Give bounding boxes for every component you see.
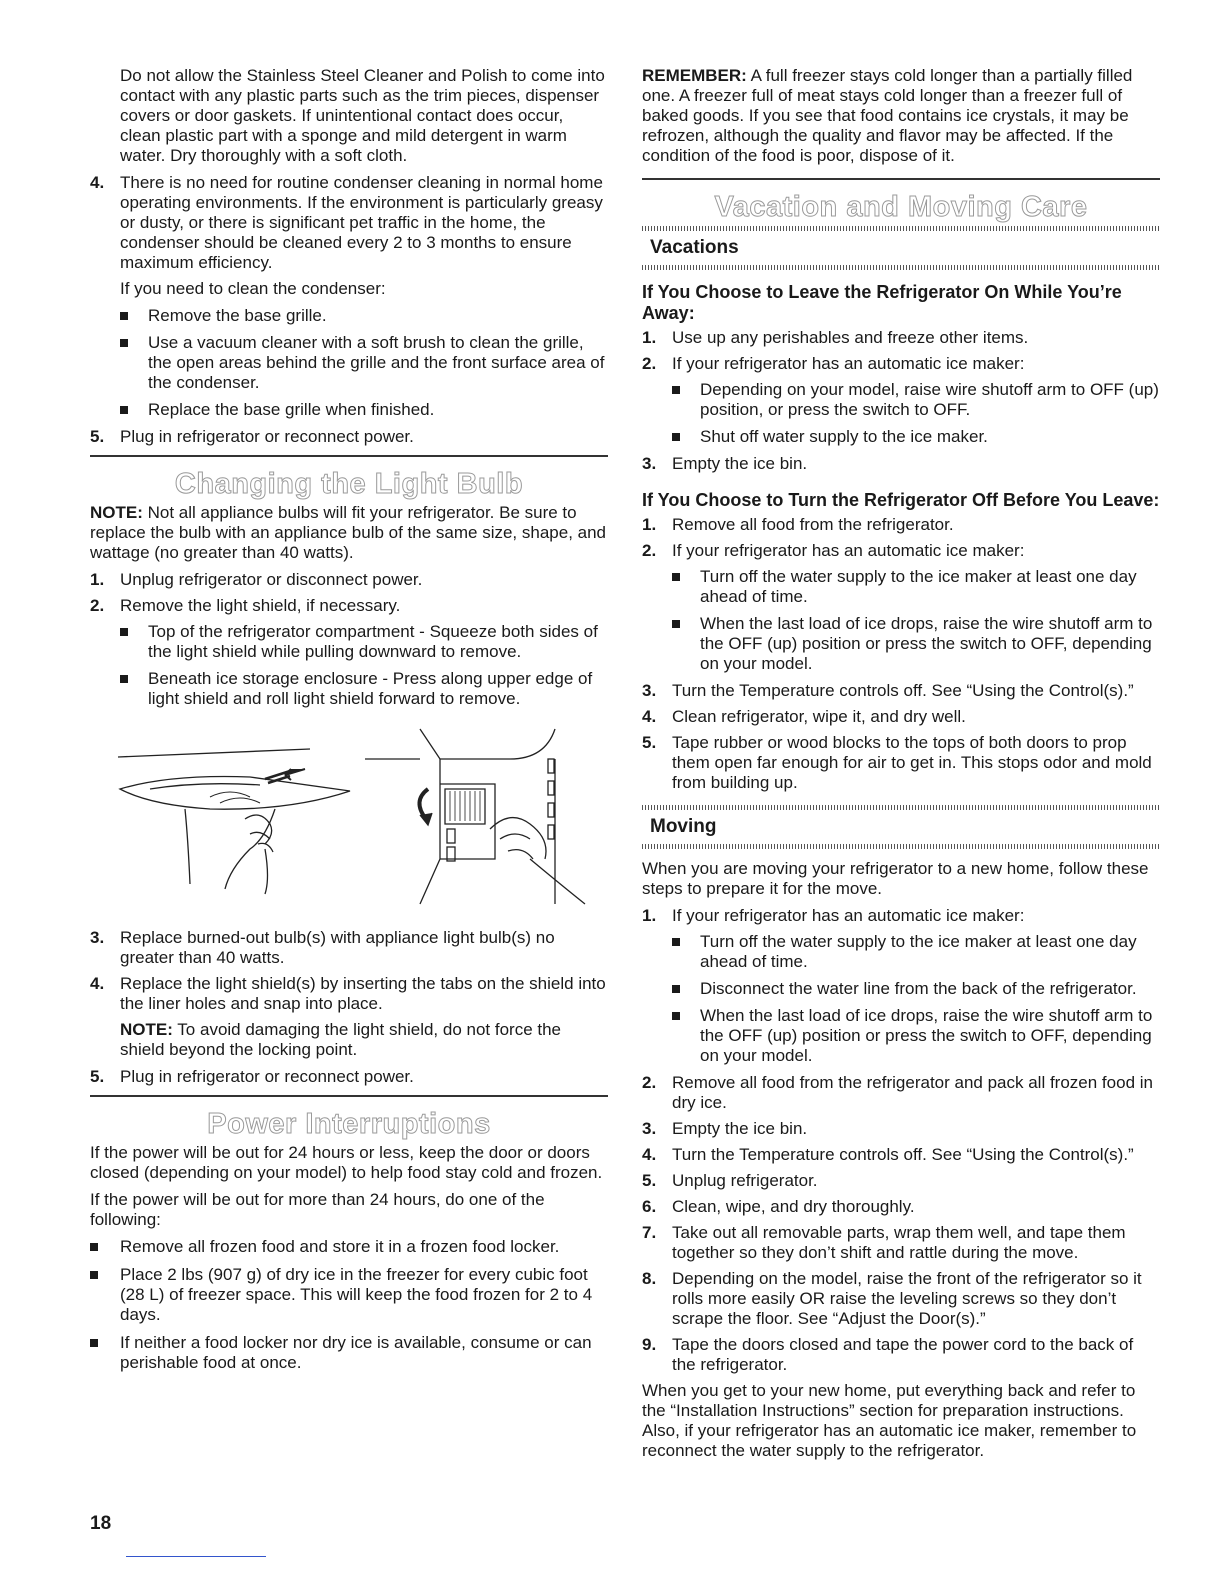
list-item [90,306,608,326]
step-number: 9. [642,1335,657,1354]
step-text: If your refrigerator has an automatic ice maker: [672,354,1025,373]
list-item [90,669,608,709]
step-text: Clean refrigerator, wipe it, and dry well. [672,707,966,726]
step-number: 2. [642,354,657,373]
list-item [642,681,1160,701]
subsection-title-vacations: Vacations [650,237,739,258]
list-item [642,567,1160,607]
list-item [90,1067,608,1087]
bullet-text: Place 2 lbs (907 g) of dry ice in the freezer for every cubic foot (28 L) of freezer space. This will keep the food frozen for 2 to 4 days. [120,1265,593,1324]
bullet-text: When the last load of ice drops, raise the wire shutoff arm to the OFF (up) position or press the switch to OFF, depending on your model. [700,1006,1153,1065]
step-number: 5. [642,1171,657,1190]
step-text: There is no need for routine condenser cleaning in normal home operating environments. If the environment is particularly greasy or dusty, or there is significant pet traffic in the home, the condenser should be cleaned every 2 to 3 months to ensure maximum efficiency. [120,173,603,272]
step-text: Empty the ice bin. [672,454,808,473]
step-number: 1. [90,570,105,589]
bullet-text: Replace the base grille when finished. [148,400,435,419]
step-text: Tape the doors closed and tape the power cord to the back of the refrigerator. [672,1335,1134,1374]
step-text: Depending on the model, raise the front of the refrigerator so it rolls more easily OR raise the leveling screws so they don’t scrape the floor. See “Adjust the Door(s).” [672,1269,1142,1328]
step-number: 6. [642,1197,657,1216]
moving-outro: When you get to your new home, put everything back and refer to the “Installation Instructions” section for preparation instructions. Also, if your refrigerator has an automatic ice maker, remember to reconnect the water supply to the refrigerator. [642,1381,1137,1460]
list-item [642,328,1160,348]
step-number: 4. [90,173,105,192]
list-item [90,400,608,420]
step-number: 3. [90,928,105,947]
step-text: Replace the light shield(s) by inserting the tabs on the shield into the liner holes and snap into place. [120,974,606,1013]
list-item [642,707,1160,727]
step-number: 1. [642,906,657,925]
list-item [642,427,1160,447]
bullet-square-icon [672,1012,680,1020]
step-number: 4. [642,1145,657,1164]
step-number: 7. [642,1223,657,1242]
list-item [90,570,608,590]
bullet-square-icon [672,386,680,394]
step-number: 1. [642,328,657,347]
list-item [90,1333,608,1373]
subsection-title-moving: Moving [650,816,717,837]
step-text: Plug in refrigerator or reconnect power. [120,427,414,446]
bullet-square-icon [120,628,128,636]
list-item [642,541,1160,561]
light-shield-removal-drawing [90,719,608,909]
step-text: Remove all food from the refrigerator and pack all frozen food in dry ice. [672,1073,1153,1112]
bullet-text: Disconnect the water line from the back of the refrigerator. [700,979,1137,998]
bullet-square-icon [120,312,128,320]
step-number: 8. [642,1269,657,1288]
list-item [642,979,1160,999]
note-label: NOTE: [90,503,143,522]
bullet-text: Shut off water supply to the ice maker. [700,427,988,446]
condenser-intro: If you need to clean the condenser: [120,279,386,298]
step-text: Turn the Temperature controls off. See “Using the Control(s).” [672,681,1134,700]
list-item [90,974,608,1014]
step-number: 3. [642,681,657,700]
bullet-square-icon [90,1271,98,1279]
step-text: Remove the light shield, if necessary. [120,596,401,615]
power-paragraph-1: If the power will be out for 24 hours or less, keep the door or doors closed (depending on your model) to help food stay cold and frozen. [90,1143,603,1182]
list-item [642,454,1160,474]
bullet-text: Turn off the water supply to the ice maker at least one day ahead of time. [700,932,1137,971]
step-number: 3. [642,1119,657,1138]
list-item [90,333,608,393]
list-item [642,354,1160,374]
bullet-text: Top of the refrigerator compartment - Squeeze both sides of the light shield while pulling downward to remove. [148,622,598,661]
section-title-light-bulb: Changing the Light Bulb [174,468,524,500]
bullet-text: If neither a food locker nor dry ice is available, consume or can perishable food at once. [120,1333,592,1372]
step-text: Replace burned-out bulb(s) with appliance light bulb(s) no greater than 40 watts. [120,928,555,967]
bullet-text: Use a vacuum cleaner with a soft brush to clean the grille, the open areas behind the grille and the front surface area of the condenser. [148,333,605,392]
list-item [90,622,608,662]
step-text: Unplug refrigerator or disconnect power. [120,570,423,589]
list-item [642,1171,1160,1191]
left-column [90,66,608,1381]
heading-leave-on: If You Choose to Leave the Refrigerator On While You’re Away: [642,282,1122,323]
list-item [90,1265,608,1325]
step-number: 1. [642,515,657,534]
remember-paragraph [642,66,1160,166]
bullet-square-icon [90,1339,98,1347]
bullet-square-icon [120,406,128,414]
step-number: 5. [90,1067,105,1086]
note-text: Not all appliance bulbs will fit your refrigerator. Be sure to replace the bulb with an appliance bulb of the same size, shape, and wattage (no greater than 40 watts). [90,503,607,562]
bullet-square-icon [120,339,128,347]
remember-label: REMEMBER: [642,66,747,85]
hatched-divider [642,265,1160,270]
step-text: Empty the ice bin. [672,1119,808,1138]
list-item [642,1269,1160,1329]
light-note [90,503,608,563]
list-item [642,380,1160,420]
step-text: If your refrigerator has an automatic ice maker: [672,906,1025,925]
power-paragraph-2: If the power will be out for more than 24 hours, do one of the following: [90,1190,545,1229]
hatched-divider [642,844,1160,849]
bullet-square-icon [90,1243,98,1251]
step-number: 4. [90,974,105,993]
bullet-square-icon [672,938,680,946]
note-label: NOTE: [120,1020,173,1039]
footer-rule [126,1556,266,1557]
bullet-text: When the last load of ice drops, raise the wire shutoff arm to the OFF (up) position or press the switch to OFF, depending on your model. [700,614,1153,673]
step-number: 2. [642,1073,657,1092]
bullet-square-icon [672,573,680,581]
step-text: Clean, wipe, and dry thoroughly. [672,1197,915,1216]
step-text: Unplug refrigerator. [672,1171,818,1190]
section-divider [90,455,608,457]
step-text: Tape rubber or wood blocks to the tops of both doors to prop them open far enough for air to get in. This stops odor and mold from building up. [672,733,1152,792]
step-number: 5. [90,427,105,446]
heading-turn-off: If You Choose to Turn the Refrigerator Off Before You Leave: [642,490,1160,510]
remember-text: A full freezer stays cold longer than a partially filled one. A freezer full of meat stays cold longer than a freezer full of baked goods. If you see that food contains ice crystals, it may be refrozen, although the quality and flavor may be affected. If the condition of the food is poor, dispose of it. [642,66,1133,165]
right-column [642,66,1160,1468]
list-item [642,1145,1160,1165]
list-item [642,906,1160,926]
list-item [90,1237,608,1257]
step-number: 2. [642,541,657,560]
step-4-condenser [90,173,608,273]
step-text: Use up any perishables and freeze other items. [672,328,1029,347]
step-text: If your refrigerator has an automatic ice maker: [672,541,1025,560]
step-text: Plug in refrigerator or reconnect power. [120,1067,414,1086]
section-divider [90,1095,608,1097]
bullet-square-icon [120,675,128,683]
note-text: To avoid damaging the light shield, do not force the shield beyond the locking point. [120,1020,562,1059]
list-item [90,928,608,968]
step-5-plug-in [90,427,608,447]
list-item [90,596,608,616]
section-title-power-interruptions: Power Interruptions [207,1108,491,1140]
light-shield-illustration [90,719,608,914]
step-text: Take out all removable parts, wrap them well, and tape them together so they don’t shift and rattle during the move. [672,1223,1126,1262]
page-number: 18 [90,1513,112,1534]
stainless-caution-paragraph: Do not allow the Stainless Steel Cleaner and Polish to come into contact with any plastic parts such as the trim pieces, dispenser covers or door gaskets. If unintentional contact does occur, clean plastic part with a sponge and mild detergent in warm water. Dry thoroughly with a soft cloth. [120,66,605,165]
moving-intro: When you are moving your refrigerator to a new home, follow these steps to prepare it for the move. [642,859,1149,898]
bullet-square-icon [672,985,680,993]
list-item [642,932,1160,972]
step-number: 4. [642,707,657,726]
bullet-text: Beneath ice storage enclosure - Press along upper edge of light shield and roll light shield forward to remove. [148,669,593,708]
list-item [642,1073,1160,1113]
step-number: 5. [642,733,657,752]
step-text: Turn the Temperature controls off. See “Using the Control(s).” [672,1145,1134,1164]
bullet-text: Remove all frozen food and store it in a frozen food locker. [120,1237,560,1256]
list-item [642,614,1160,674]
list-item [642,515,1160,535]
list-item [642,1335,1160,1375]
list-item [642,1006,1160,1066]
bullet-text: Depending on your model, raise wire shutoff arm to OFF (up) position, or press the switch to OFF. [700,380,1159,419]
section-title-vacation-moving: Vacation and Moving Care [714,191,1088,223]
step-number: 2. [90,596,105,615]
list-item [642,1197,1160,1217]
section-divider [642,178,1160,180]
bullet-text: Remove the base grille. [148,306,327,325]
list-item [642,733,1160,793]
step-text: Remove all food from the refrigerator. [672,515,954,534]
bullet-square-icon [672,433,680,441]
list-item [642,1223,1160,1263]
bullet-square-icon [672,620,680,628]
step-number: 3. [642,454,657,473]
light-note-2 [90,1020,608,1060]
bullet-text: Turn off the water supply to the ice maker at least one day ahead of time. [700,567,1137,606]
list-item [642,1119,1160,1139]
